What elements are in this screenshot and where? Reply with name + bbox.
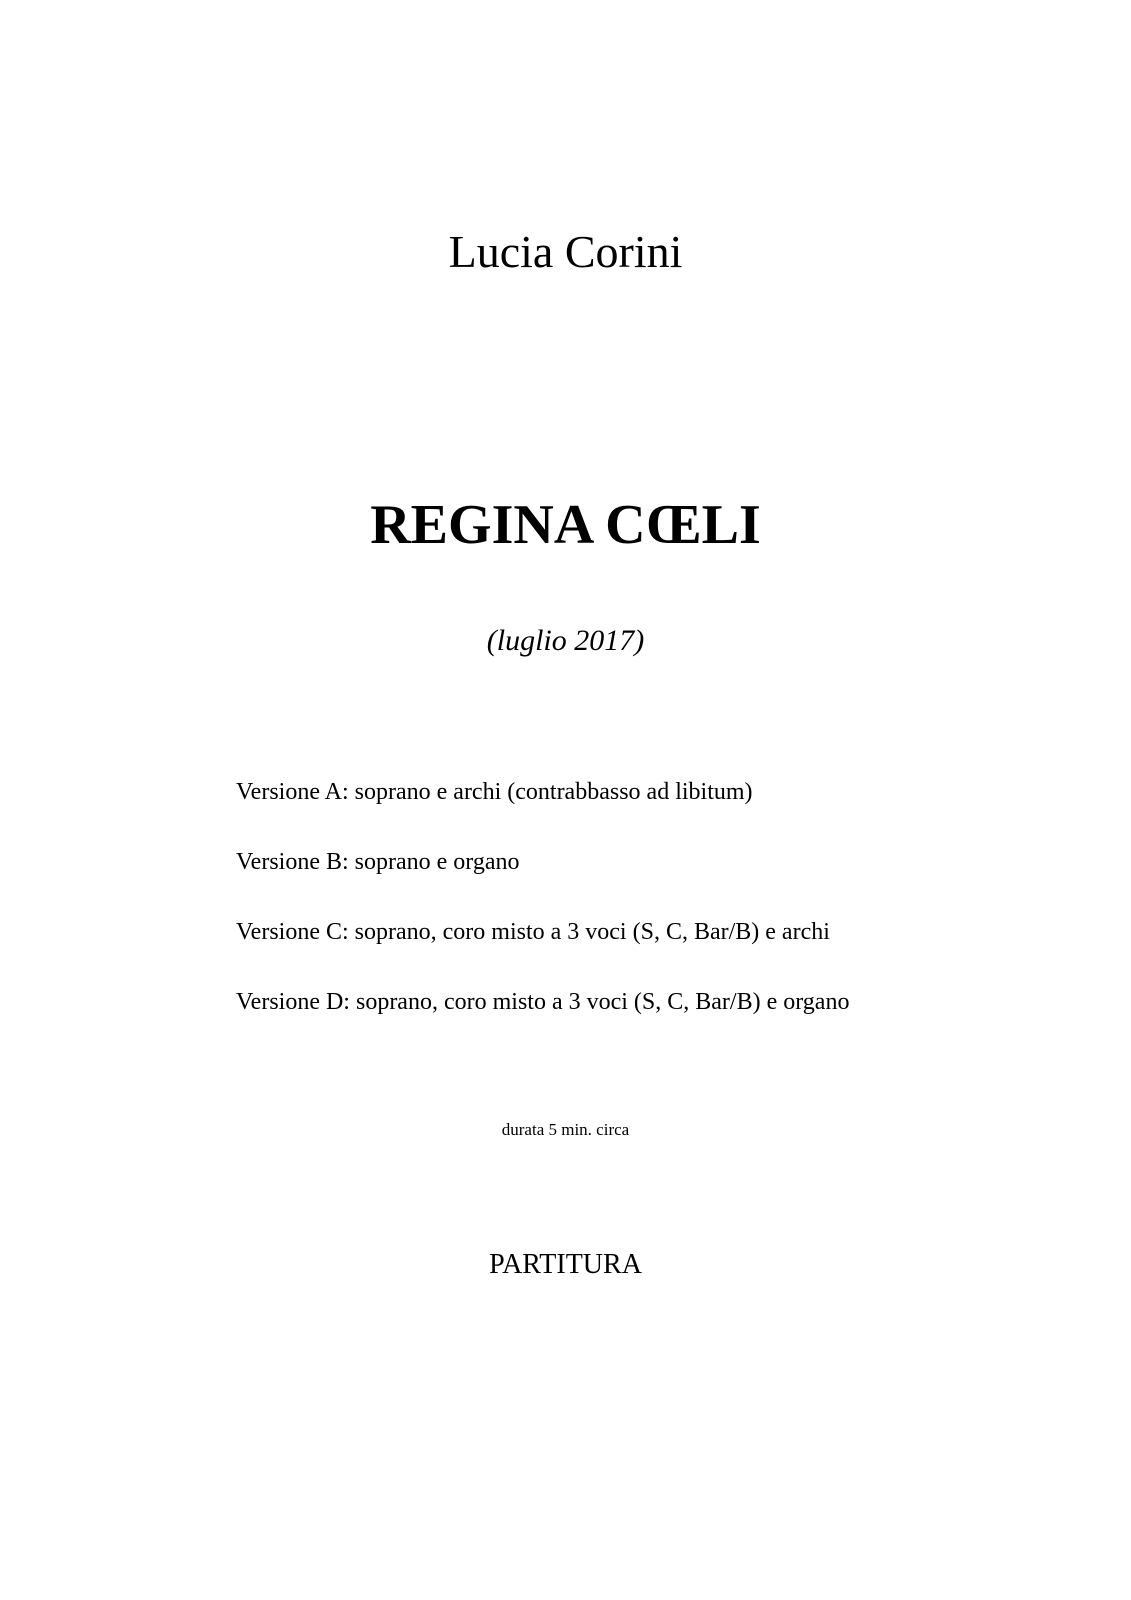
version-a: Versione A: soprano e archi (contrabbasso ad libitum) <box>236 779 753 805</box>
versions-list <box>236 776 1036 1056</box>
version-d: Versione D: soprano, coro misto a 3 voci (S, C, Bar/B) e organo <box>236 989 850 1015</box>
document-type-label: PARTITURA <box>489 1249 642 1280</box>
duration-note: durata 5 min. circa <box>501 1120 630 1139</box>
composition-date: (luglio 2017) <box>486 624 645 657</box>
work-title: REGINA CŒLI <box>370 494 761 556</box>
composer-name: Lucia Corini <box>448 226 683 277</box>
version-c: Versione C: soprano, coro misto a 3 voci (S, C, Bar/B) e archi <box>236 919 830 945</box>
version-b: Versione B: soprano e organo <box>236 849 520 875</box>
